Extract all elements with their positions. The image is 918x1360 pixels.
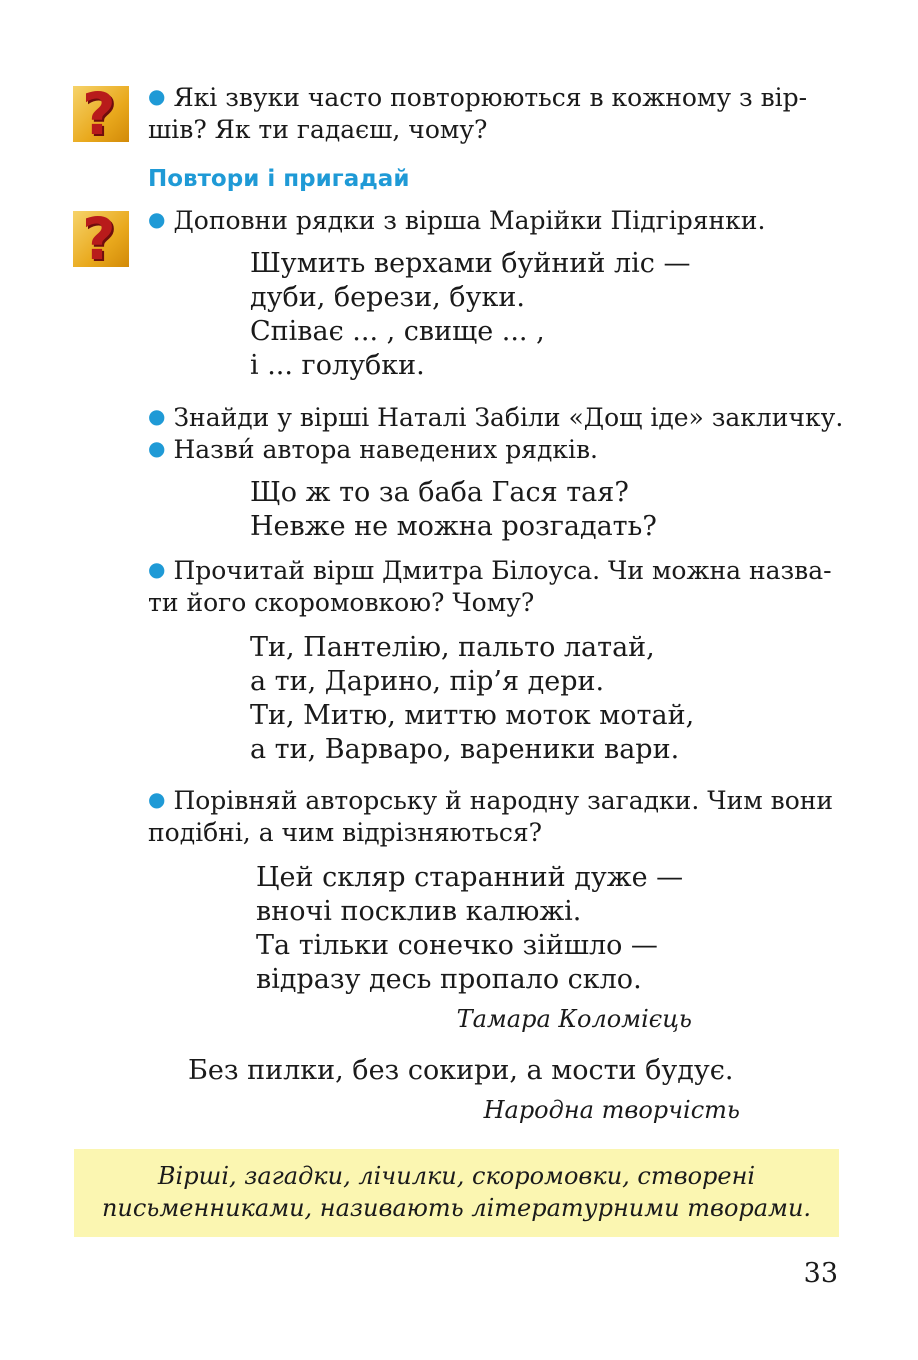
bullet-icon: ● bbox=[148, 207, 166, 231]
task-line bbox=[148, 433, 598, 468]
riddle-line: Без пилки, без сокири, а мости будує. bbox=[188, 1055, 734, 1086]
riddle-line: Цей скляр старанний дуже — bbox=[256, 862, 684, 893]
definition-line: Вірші, загадки, лічилки, скоромовки, створені bbox=[157, 1162, 756, 1190]
poem-line: Невже не можна розгадать? bbox=[250, 511, 657, 542]
question-line bbox=[148, 81, 807, 116]
poem-line: Що ж то за баба Гася тая? bbox=[250, 477, 629, 508]
poem-line: а ти, Дарино, пір’я дери. bbox=[250, 666, 605, 697]
definition-line: письменниками, називають літературними творами. bbox=[101, 1194, 812, 1222]
poem-line: Ти, Пантелію, пальто латай, bbox=[250, 632, 655, 663]
question-mark-icon: ? bbox=[73, 86, 129, 142]
task-line: подібні, а чим відрізняються? bbox=[148, 818, 543, 847]
question-line: шів? Як ти гадаєш, чому? bbox=[148, 115, 488, 144]
poem-line: Співає ... , свище ... , bbox=[250, 316, 545, 347]
riddle-line: відразу десь пропало скло. bbox=[256, 964, 642, 995]
task-line bbox=[148, 784, 833, 819]
task-line: ти його скоромовкою? Чому? bbox=[148, 588, 535, 617]
bullet-icon: ● bbox=[148, 404, 166, 428]
task-line bbox=[148, 204, 765, 239]
task-text: Знайди у вірші Наталі Забіли «Дощ іде» закличку. bbox=[173, 403, 844, 432]
section-heading: Повтори і пригадай bbox=[148, 166, 410, 192]
question-text: Які звуки часто повторюються в кожному з вір- bbox=[173, 83, 808, 112]
bullet-icon: ● bbox=[148, 557, 166, 581]
question-mark-icon: ? bbox=[73, 211, 129, 267]
task-line bbox=[148, 401, 843, 436]
riddle-line: вночі посклив калюжі. bbox=[256, 896, 582, 927]
riddle-author: Тамара Коломієць bbox=[456, 1005, 692, 1033]
poem-line: Ти, Митю, миттю моток мотай, bbox=[250, 700, 695, 731]
definition-box bbox=[74, 1149, 839, 1237]
task-text: Прочитай вірш Дмитра Білоуса. Чи можна назва- bbox=[173, 556, 832, 585]
task-line bbox=[148, 554, 832, 589]
task-text: Доповни рядки з вірша Марійки Підгірянки. bbox=[173, 206, 766, 235]
riddle-author: Народна творчість bbox=[483, 1096, 740, 1124]
task-text: Порівняй авторську й народну загадки. Чим вони bbox=[173, 786, 834, 815]
bullet-icon: ● bbox=[148, 84, 166, 108]
bullet-icon: ● bbox=[148, 787, 166, 811]
poem-line: і ... голубки. bbox=[250, 350, 425, 381]
riddle-line: Та тільки сонечко зійшло — bbox=[256, 930, 658, 961]
poem-line: а ти, Варваро, вареники вари. bbox=[250, 734, 680, 765]
poem-line: Шумить верхами буйний ліс — bbox=[250, 248, 691, 279]
bullet-icon: ● bbox=[148, 436, 166, 460]
poem-line: дуби, берези, буки. bbox=[250, 282, 525, 313]
page-number: 33 bbox=[803, 1258, 838, 1289]
task-text: Назви́ автора наведених рядків. bbox=[173, 435, 599, 464]
